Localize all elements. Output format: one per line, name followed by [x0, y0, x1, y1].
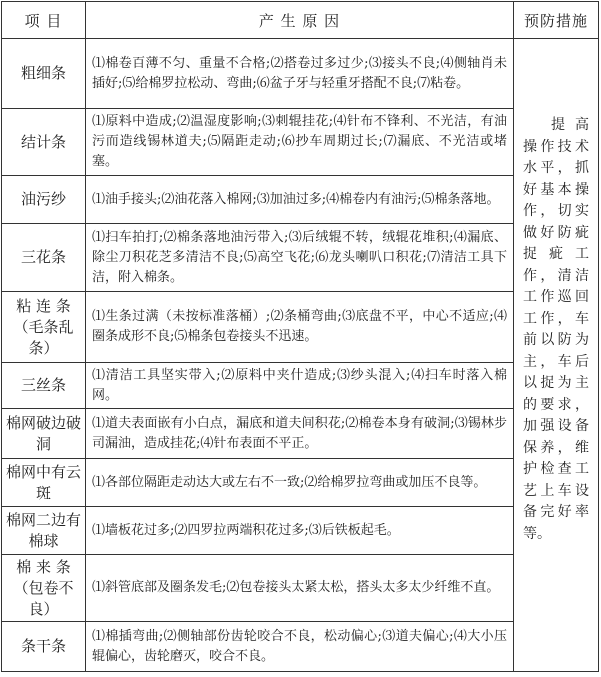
row-item: 棉网二边有棉球 — [2, 507, 86, 555]
row-cause: ⑴油手接头;⑵油花落入棉网;⑶加油过多;⑷棉卷内有油污;⑸棉条落地。 — [86, 176, 514, 224]
row-cause: ⑴棉卷百薄不匀、重量不合格;⑵搭卷过多过少;⑶接头不良;⑷侧轴肖未插好;⑸给棉罗拉松动、弯曲;⑹盆子牙与轻重牙搭配不良;⑺粘卷。 — [86, 39, 514, 109]
prevention-text: 提高操作技术水平，抓好基本操作，切实做好防疵捉疵工作，清洁工作巡回工作，车前以防为主，车后以捉为主的要求，加强设备保养，维护检查工艺上车设备完好率等。 — [523, 117, 589, 542]
prevention-cell — [514, 39, 599, 672]
table-row — [2, 176, 599, 224]
row-item: 条干条 — [2, 622, 86, 672]
row-cause: ⑴原料中造成;⑵温湿度影响;⑶刺辊挂花;⑷针布不锋利、不光洁，有油污而造线锡林道夫;⑸隔距走动;⑹抄车周期过长;⑺漏底、不光洁或堵塞。 — [86, 109, 514, 176]
defect-table — [1, 1, 599, 672]
table-row — [2, 622, 599, 672]
row-cause: ⑴斜管底部及圈条发毛;⑵包卷接头太紧太松，搭头太多太少纤维不直。 — [86, 555, 514, 622]
table-row — [2, 224, 599, 292]
row-item: 结计条 — [2, 109, 86, 176]
header-cause: 产 生 原 因 — [86, 2, 514, 39]
row-item: 棉网破边破 洞 — [2, 409, 86, 459]
row-cause: ⑴道夫表面嵌有小白点，漏底和道夫间积花;⑵棉卷本身有破洞;⑶锡林步司漏油，造成挂花;⑷针布表面不平正。 — [86, 409, 514, 459]
row-cause: ⑴生条过满（未按标准落桶）;⑵条桶弯曲;⑶底盘不平，中心不适应;⑷圈条成形不良;⑸棉条包卷接头不迅速。 — [86, 292, 514, 363]
row-cause: ⑴各部位隔距走动达大或左右不一致;⑵给棉罗拉弯曲或加压不良等。 — [86, 459, 514, 507]
table-row — [2, 292, 599, 363]
header-item: 项 目 — [2, 2, 86, 39]
row-cause: ⑴墙板花过多;⑵四罗拉两端积花过多;⑶后铁板起毛。 — [86, 507, 514, 555]
table-row — [2, 555, 599, 622]
row-item: 粗细条 — [2, 39, 86, 109]
row-item: 粘 连 条（毛条乱条） — [2, 292, 86, 363]
table-row — [2, 39, 599, 109]
row-cause: ⑴清洁工具坚实带入;⑵原料中夹什造成;⑶纱头混入;⑷扫车时落入棉网。 — [86, 363, 514, 409]
table-row — [2, 507, 599, 555]
table-row — [2, 363, 599, 409]
row-item: 三花条 — [2, 224, 86, 292]
row-cause: ⑴棉插弯曲;⑵侧轴部份齿轮咬合不良，松动偏心;⑶道夫偏心;⑷大小压辊偏心，齿轮磨灭，咬合不良。 — [86, 622, 514, 672]
row-item: 三丝条 — [2, 363, 86, 409]
table-row — [2, 459, 599, 507]
table-row — [2, 409, 599, 459]
row-cause: ⑴扫车拍打;⑵棉条落地油污带入;⑶后绒辊不转，绒辊花堆积;⑷漏底、除尘刀积花芝多清洁不良;⑸高空飞花;⑹龙头喇叭口积花;⑺清洁工具下洁，附入棉条。 — [86, 224, 514, 292]
row-item: 棉 来 条（包卷不良） — [2, 555, 86, 622]
table-row — [2, 109, 599, 176]
header-row — [2, 2, 599, 39]
row-item: 油污纱 — [2, 176, 86, 224]
header-prevention: 预防措施 — [514, 2, 599, 39]
row-item: 棉网中有云 斑 — [2, 459, 86, 507]
